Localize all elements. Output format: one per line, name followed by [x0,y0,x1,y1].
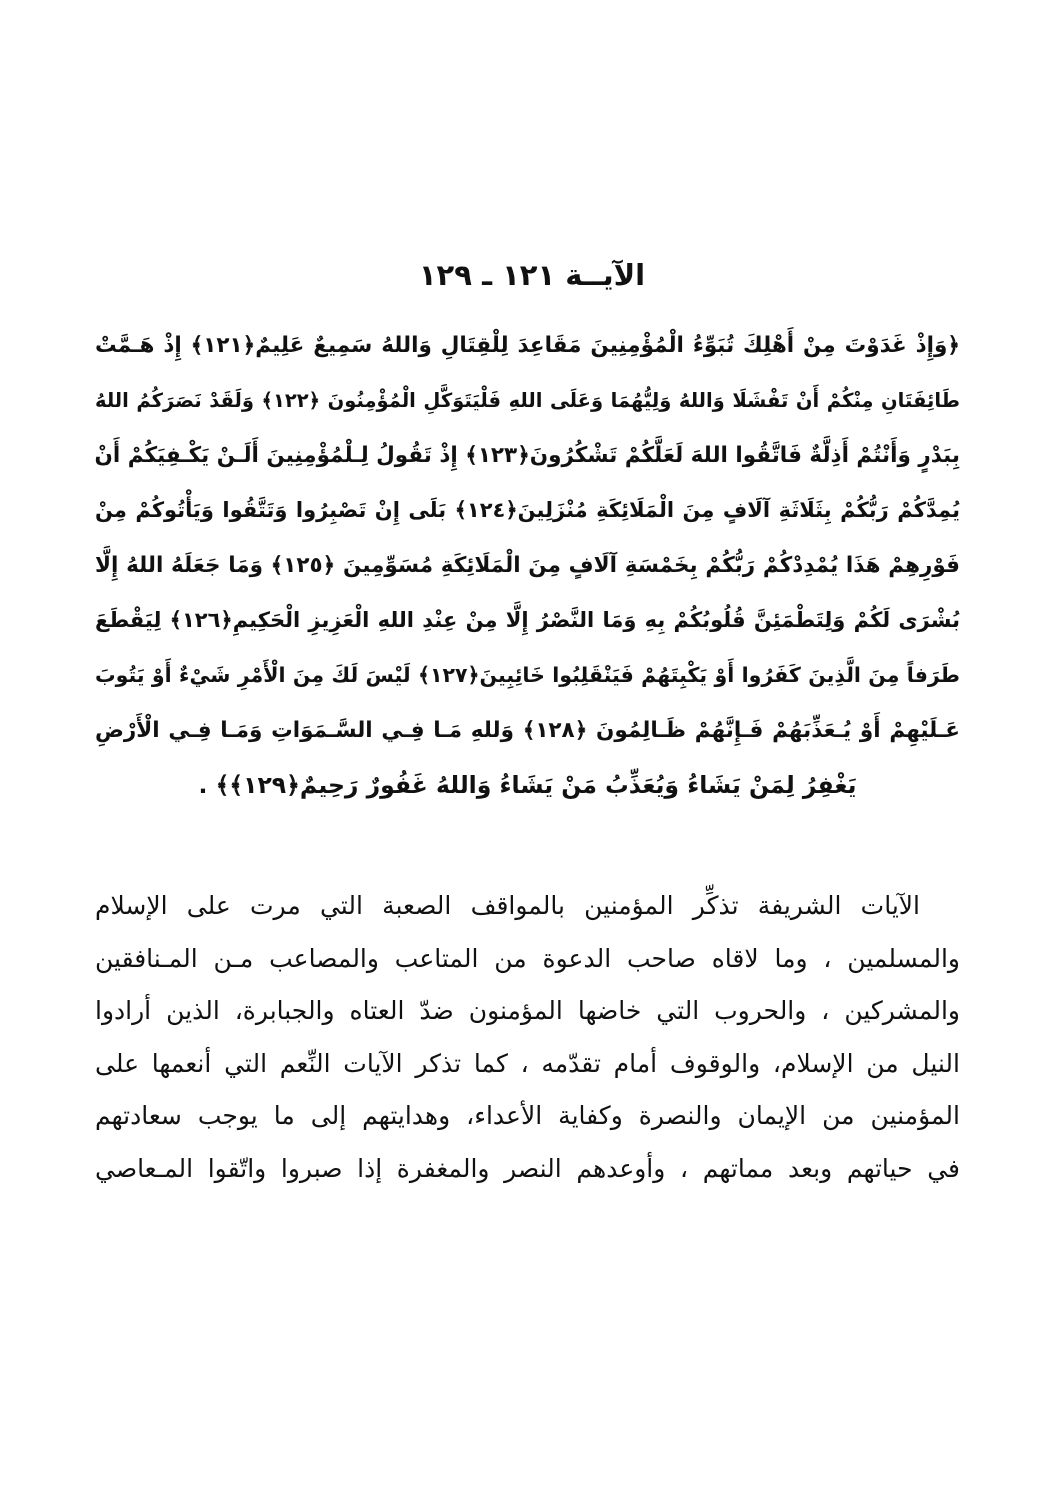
verse-line-4: يُمِدَّكُمْ رَبُّكُمْ بِثَلَاثَةِ آلَافٍ مِنَ الْمَلَائِكَةِ مُنْزَلِينَ﴿١٢٤﴾ بَلَى إِنْ تَصْبِرُوا وَتَتَّقُوا وَيَأْتُوكُمْ مِنْ [95,498,961,522]
commentary-paragraph [95,880,960,1195]
verse-line-6: بُشْرَى لَكُمْ وَلِتَطْمَئِنَّ قُلُوبُكُمْ بِهِ وَمَا النَّصْرُ إِلَّا مِنْ عِنْدِ اللهِ الْعَزِيزِ الْحَكِيمِ﴿١٢٦﴾ لِيَقْطَعَ [95,608,960,632]
paragraph-line-6: في حياتهم وبعد مماتهم ، وأوعدهم النصر والمغفرة إذا صبروا واتّقوا المـعاصي [95,1153,960,1183]
paragraph-line-1: الآيات الشريفة تذكِّر المؤمنين بالمواقف الصعبة التي مرت على الإسلام [95,891,920,920]
paragraph-line-5: المؤمنين من الإيمان والنصرة وكفاية الأعداء، وهدايتهم إلى ما يوجب سعادتهم [95,1101,960,1130]
verse-line-5: فَوْرِهِمْ هَذَا يُمْدِدْكُمْ رَبُّكُمْ بِخَمْسَةِ آلَافٍ مِنَ الْمَلَائِكَةِ مُسَوِّمِينَ ﴿١٢٥﴾ وَمَا جَعَلَهُ اللهُ إِلَّا [95,553,960,578]
verse-line-2: طَائِفَتَانِ مِنْكُمْ أَنْ تَفْشَلَا وَاللهُ وَلِيُّهُمَا وَعَلَى اللهِ فَلْيَتَوَكَّلِ الْمُؤْمِنُونَ ﴿١٢٢﴾ وَلَقَدْ نَصَرَكُمُ اللهُ [95,389,961,412]
paragraph-line-3: والمشركين ، والحروب التي خاضها المؤمنون ضدّ العتاه والجبابرة، الذين أرادوا [95,996,960,1025]
paragraph-line-4: النيل من الإسلام، والوقوف أمام تقدّمه ، كما تذكر الآيات النِّعم التي أنعمها على [95,1048,960,1078]
verse-line-8: عَـلَيْهِمْ أَوْ يُـعَذِّبَهُمْ فَـإِنَّهُمْ ظَـالِمُونَ ﴿١٢٨﴾ وَللهِ مَـا فِـي السَّـمَوَاتِ وَمَـا فِـي الْأَرْضِ [95,718,960,743]
section-heading: الآيــة ١٢١ ـ ١٢٩ [418,258,646,292]
verse-line-9: يَغْفِرُ لِمَنْ يَشَاءُ وَيُعَذِّبُ مَنْ يَشَاءُ وَاللهُ غَفُورٌ رَحِيمٌ﴿١٢٩﴾﴾ . [198,771,857,799]
verse-line-3: بِبَدْرٍ وَأَنْتُمْ أَذِلَّةٌ فَاتَّقُوا اللهَ لَعَلَّكُمْ تَشْكُرُونَ﴿١٢٣﴾ إِذْ تَقُولُ لِـلْمُؤْمِنِينَ أَلَـنْ يَكْـفِيَكُمْ أَنْ [94,443,960,468]
paragraph-line-2: والمسلمين ، وما لاقاه صاحب الدعوة من المتاعب والمصاعب مـن المـنافقين [95,943,960,973]
quran-verses-block [95,318,960,813]
verse-line-1: ﴿وَإِذْ غَدَوْتَ مِنْ أَهْلِكَ تُبَوِّءُ الْمُؤْمِنِينَ مَقَاعِدَ لِلْقِتَالِ وَاللهُ سَمِيعٌ عَلِيمٌ﴿١٢١﴾ إِذْ هَـمَّتْ [95,333,960,358]
verse-line-7: طَرَفاً مِنَ الَّذِينَ كَفَرُوا أَوْ يَكْبِتَهُمْ فَيَنْقَلِبُوا خَائِبِينَ﴿١٢٧﴾ لَيْسَ لَكَ مِنَ الْأَمْرِ شَيْءٌ أَوْ يَتُوبَ [95,663,960,687]
